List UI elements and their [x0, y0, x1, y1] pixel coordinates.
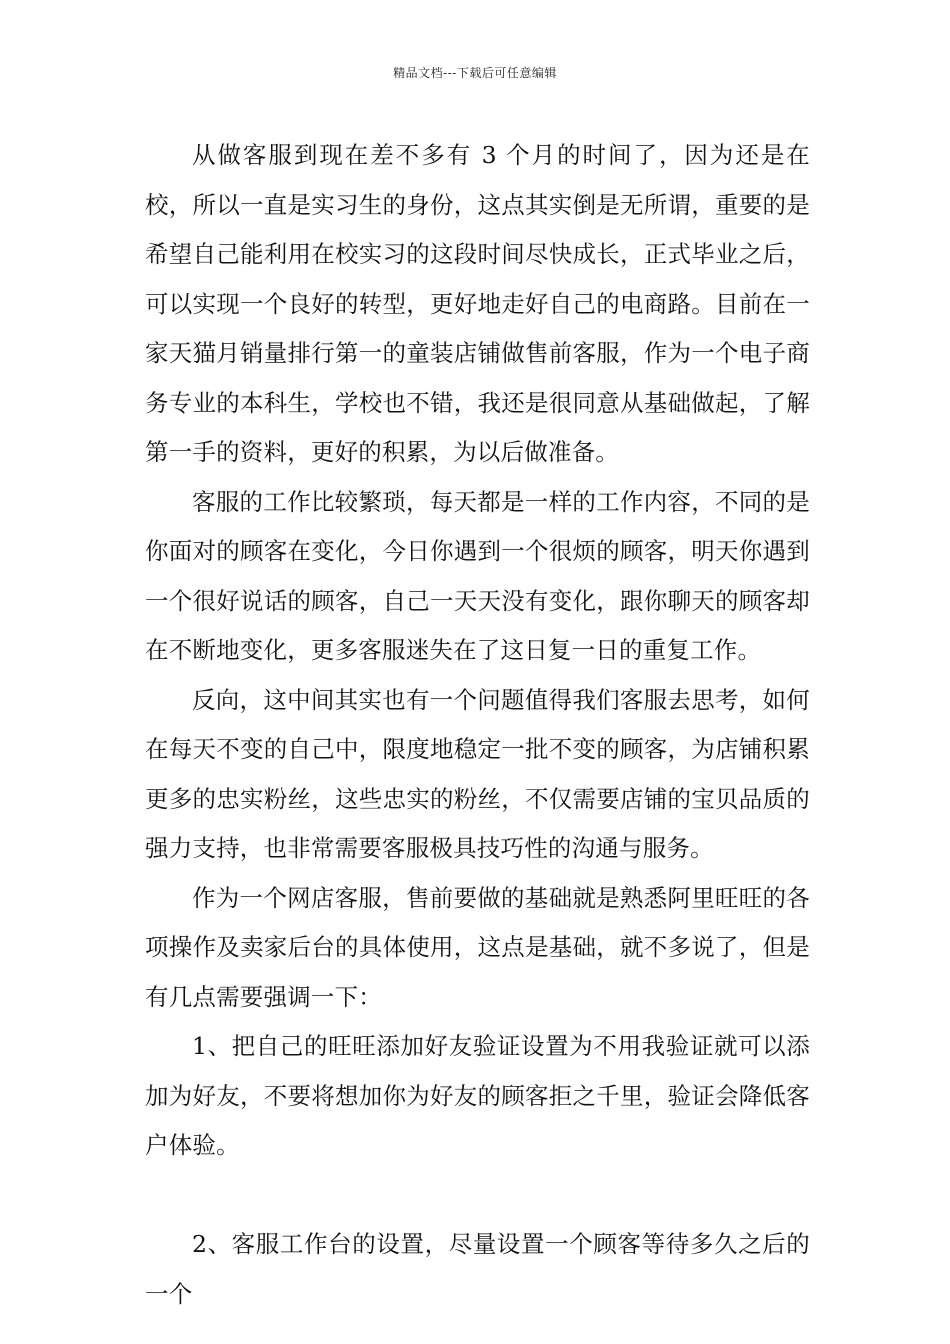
paragraph-4: 作为一个网店客服，售前要做的基础就是熟悉阿里旺旺的各项操作及卖家后台的具体使用，这点是基础，就不多说了，但是有几点需要强调一下： — [145, 883, 810, 1011]
paragraph-5: 1、把自己的旺旺添加好友验证设置为不用我验证就可以添加为好友，不要将想加你为好友的顾客拒之千里，验证会降低客户体验。 — [145, 1032, 810, 1159]
page-header: 精品文档---下载后可任意编辑 — [393, 66, 557, 80]
paragraph-3: 反向，这中间其实也有一个问题值得我们客服去思考，如何在每天不变的自己中，限度地稳定一批不变的顾客，为店铺积累更多的忠实粉丝，这些忠实的粉丝，不仅需要店铺的宝贝品质的强力支持，也非常需要客服极具技巧性的沟通与服务。 — [145, 685, 810, 862]
paragraph-2: 客服的工作比较繁琐，每天都是一样的工作内容，不同的是你面对的顾客在变化，今日你遇到一个很烦的顾客，明天你遇到一个很好说话的顾客，自己一天天没有变化，跟你聊天的顾客却在不断地变化，更多客服迷失在了这日复一日的重复工作。 — [145, 487, 810, 664]
paragraph-1: 从做客服到现在差不多有 3 个月的时间了，因为还是在校，所以一直是实习生的身份，这点其实倒是无所谓，重要的是希望自己能利用在校实习的这段时间尽快成长，正式毕业之后，可以实现一个良好的转型，更好地走好自己的电商路。目前在一家天猫月销量排行第一的童装店铺做售前客服，作为一个电子商务专业的本科生，学校也不错，我还是很同意从基础做起，了解第一手的资料，更好的积累，为以后做准备。 — [145, 141, 810, 466]
paragraph-6: 2、客服工作台的设置，尽量设置一个顾客等待多久之后的一个 — [145, 1230, 810, 1308]
document-body — [145, 131, 810, 1319]
